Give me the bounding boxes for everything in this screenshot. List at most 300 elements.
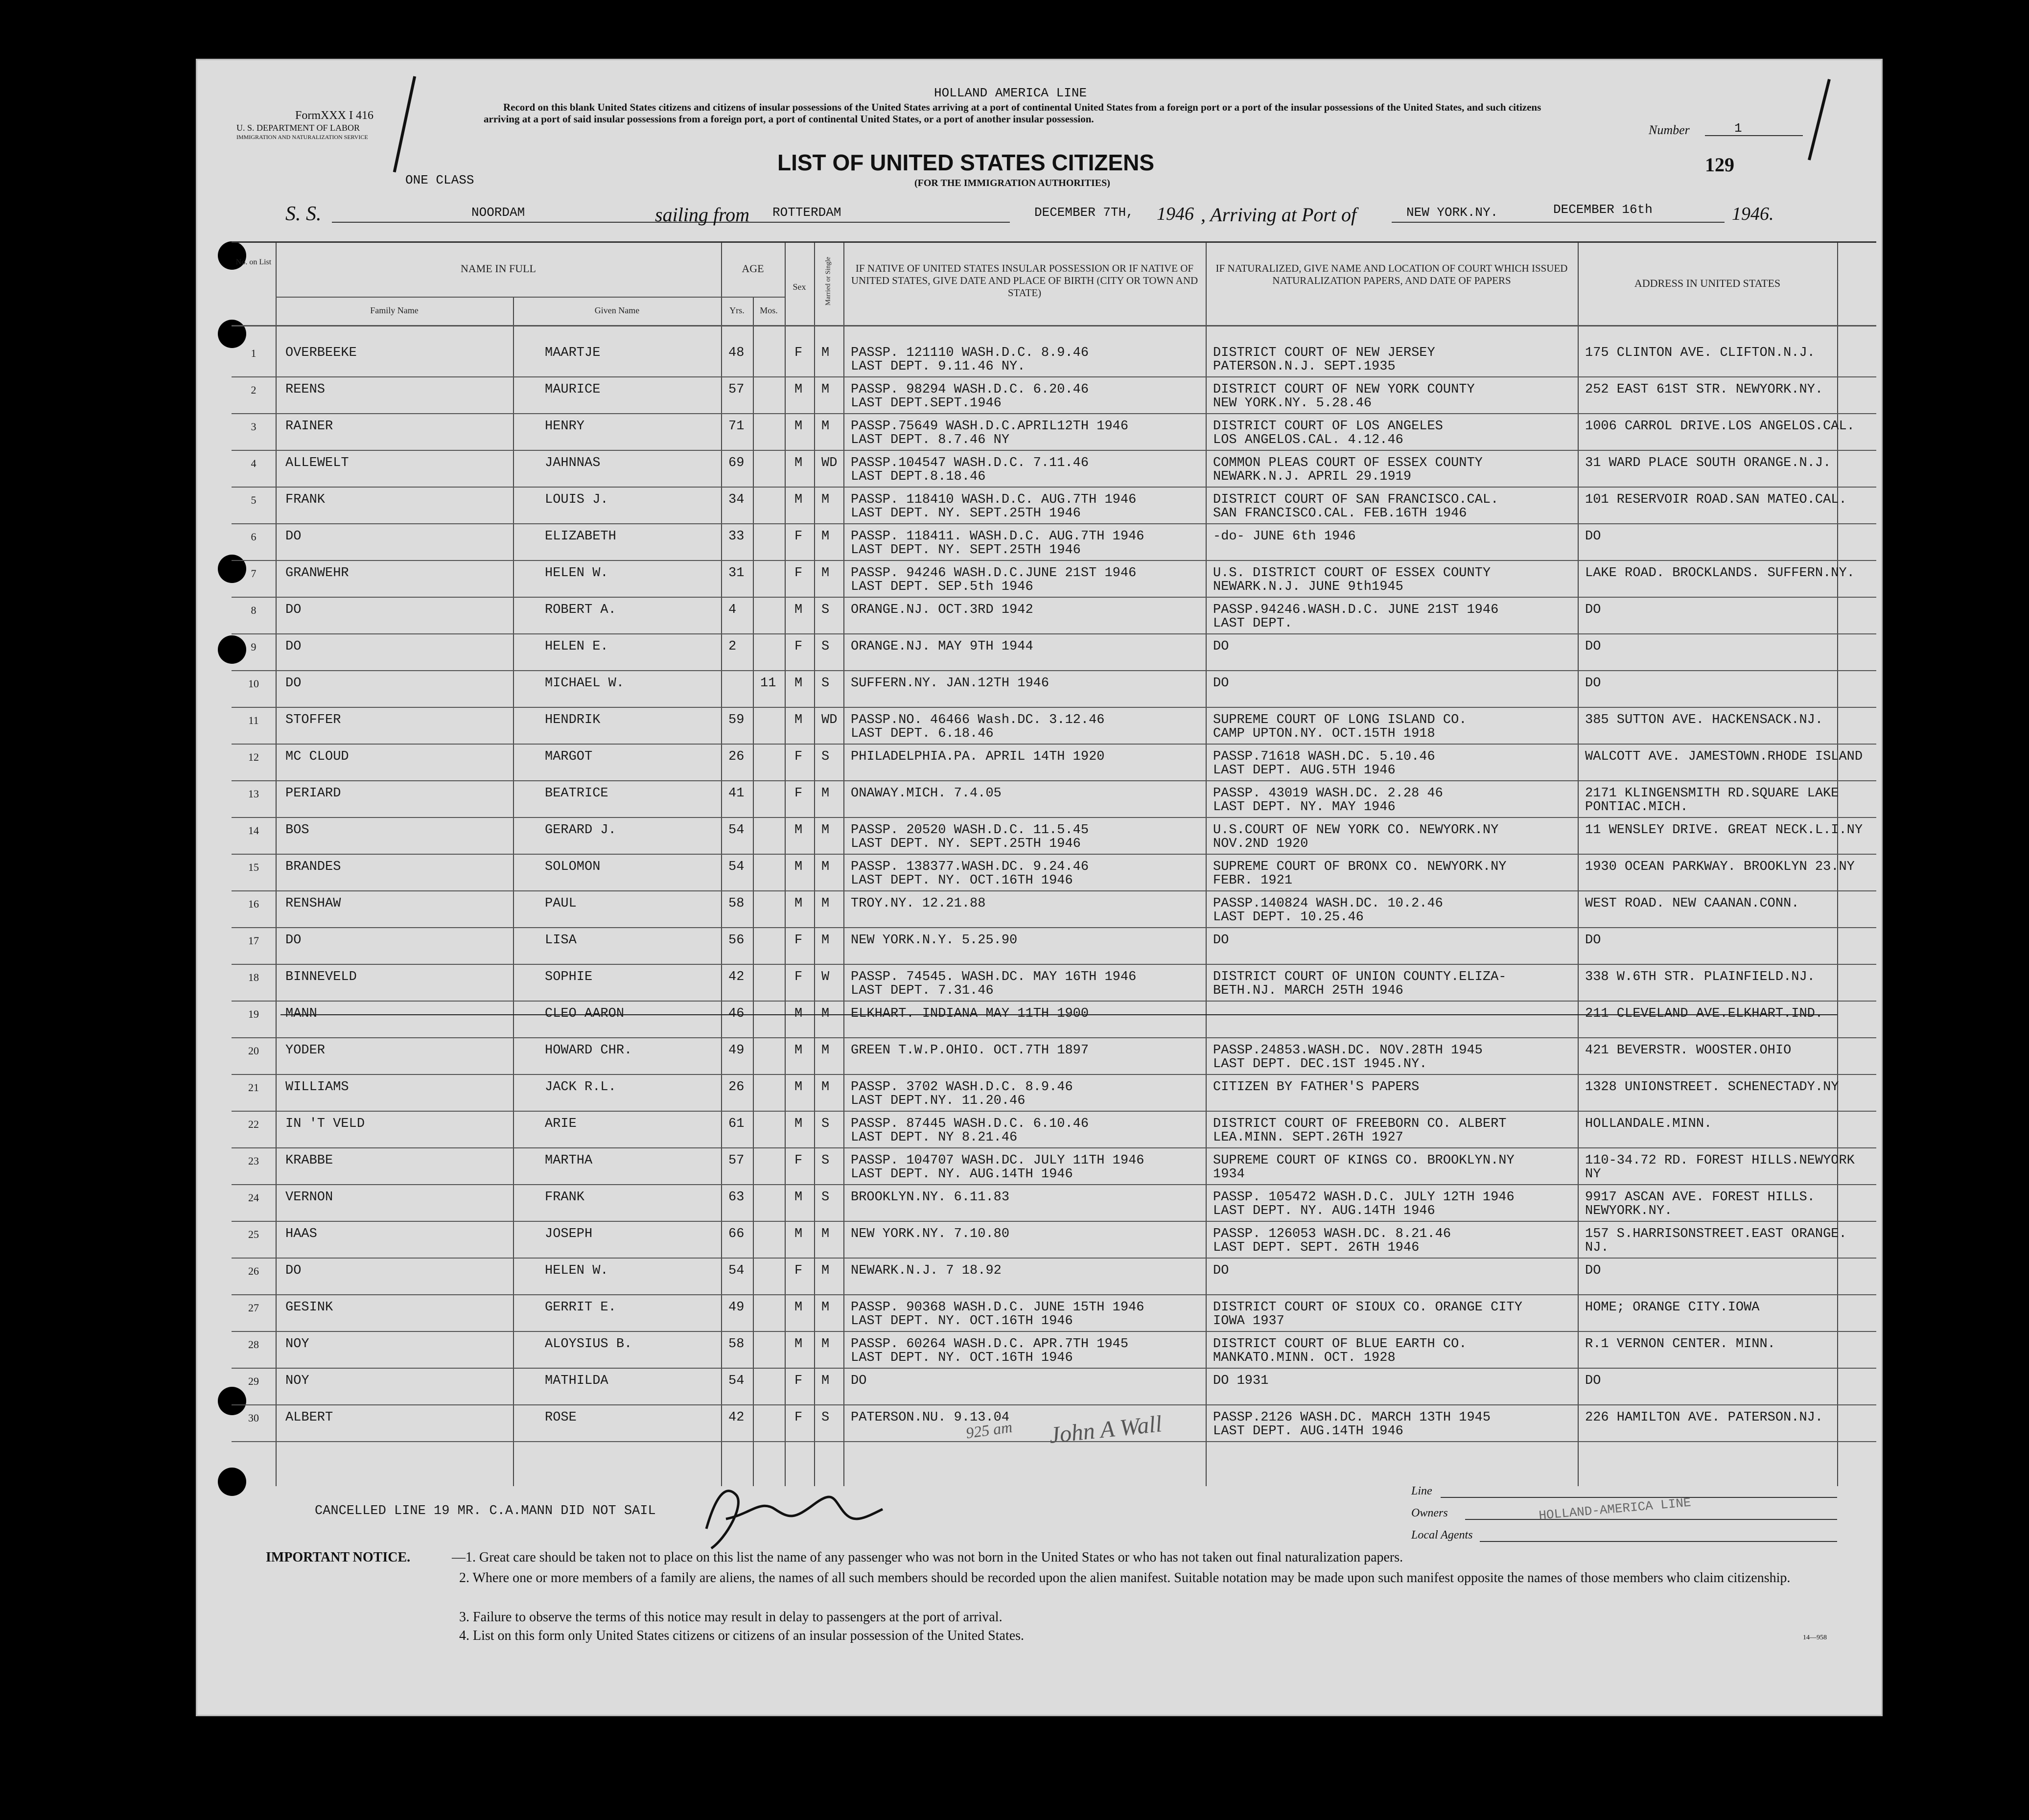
naturalization-detail: NEWARK.N.J. JUNE 9th1945 — [1213, 580, 1403, 594]
age-years: 54 — [728, 1263, 745, 1278]
age-years: 69 — [728, 456, 745, 470]
family-name: DO — [285, 676, 302, 691]
class-label: ONE CLASS — [405, 173, 474, 187]
address-detail: NY — [1585, 1167, 1601, 1182]
row-number: 20 — [248, 1045, 259, 1057]
birth-place: PASSP. 121110 WASH.D.C. 8.9.46 — [851, 346, 1089, 360]
birth-place: PASSP. 74545. WASH.DC. MAY 16TH 1946 — [851, 970, 1137, 984]
naturalization: U.S.COURT OF NEW YORK CO. NEWYORK.NY — [1213, 823, 1499, 838]
row-number: 12 — [248, 751, 259, 763]
line-field — [1441, 1497, 1837, 1498]
given-name: PAUL — [545, 896, 577, 911]
naturalization-detail: LAST DEPT. 10.25.46 — [1213, 910, 1364, 925]
marital-status: W — [821, 970, 830, 984]
naturalization: DO — [1213, 1263, 1229, 1278]
family-name: DO — [285, 1263, 302, 1278]
sex: F — [794, 1374, 803, 1388]
header-naturalized: IF NATURALIZED, GIVE NAME AND LOCATION OF COURT WHICH ISSUED NATURALIZATION PAPERS, AND DATE OF PAPERS — [1215, 262, 1568, 287]
naturalization-detail: FEBR. 1921 — [1213, 873, 1293, 888]
table-row — [232, 1332, 1876, 1369]
address: 1930 OCEAN PARKWAY. BROOKLYN 23.NY — [1585, 860, 1855, 874]
row-number: 16 — [248, 898, 259, 910]
marital-status: S — [821, 603, 830, 617]
family-name: GRANWEHR — [285, 566, 349, 581]
from-port: ROTTERDAM — [772, 205, 841, 220]
sex: M — [794, 382, 803, 397]
address: 110-34.72 RD. FOREST HILLS.NEWYORK — [1585, 1153, 1855, 1168]
family-name: STOFFER — [285, 713, 341, 727]
pen-stroke — [393, 76, 436, 176]
birth-place: PASSP.NO. 46466 Wash.DC. 3.12.46 — [851, 713, 1105, 727]
address: 226 HAMILTON AVE. PATERSON.NJ. — [1585, 1410, 1823, 1425]
naturalization: COMMON PLEAS COURT OF ESSEX COUNTY — [1213, 456, 1483, 470]
sex: F — [794, 1263, 803, 1278]
table-row — [232, 634, 1876, 671]
family-name: BRANDES — [285, 860, 341, 874]
given-name: HENDRIK — [545, 713, 601, 727]
birth-detail: LAST DEPT. NY. OCT.16TH 1946 — [851, 1314, 1073, 1329]
age-months: 11 — [760, 676, 776, 691]
header-yrs: Yrs. — [729, 305, 745, 315]
header-mos: Mos. — [760, 305, 778, 315]
marital-status: M — [821, 419, 830, 434]
header-sex: Sex — [793, 282, 806, 292]
given-name: JOSEPH — [545, 1227, 593, 1241]
age-years: 4 — [728, 603, 737, 617]
marital-status: M — [821, 1374, 830, 1388]
age-years: 49 — [728, 1300, 745, 1315]
marital-status: WD — [821, 713, 838, 727]
family-name: YODER — [285, 1043, 326, 1058]
row-number: 6 — [251, 531, 257, 543]
birth-place: PASSP. 118411. WASH.D.C. AUG.7TH 1946 — [851, 529, 1144, 544]
family-name: IN 'T VELD — [285, 1117, 365, 1131]
given-name: GERARD J. — [545, 823, 616, 838]
naturalization: PASSP. 43019 WASH.DC. 2.28 46 — [1213, 786, 1443, 801]
table-row — [232, 1222, 1876, 1259]
family-name: ALBERT — [285, 1410, 333, 1425]
naturalization-detail: MANKATO.MINN. OCT. 1928 — [1213, 1351, 1396, 1365]
sex: M — [794, 1080, 803, 1095]
age-years: 59 — [728, 713, 745, 727]
given-name: ROBERT A. — [545, 603, 616, 617]
dept-line: U. S. DEPARTMENT OF LABOR — [236, 123, 360, 133]
row-number: 4 — [251, 457, 257, 469]
birth-place: TROY.NY. 12.21.88 — [851, 896, 986, 911]
strike-through — [280, 1014, 1837, 1015]
marital-status: M — [821, 566, 830, 581]
age-years: 56 — [728, 933, 745, 948]
age-years: 31 — [728, 566, 745, 581]
marital-status: M — [821, 1043, 830, 1058]
naturalization-detail: SAN FRANCISCO.CAL. FEB.16TH 1946 — [1213, 506, 1467, 521]
birth-detail: LAST DEPT. NY 8.21.46 — [851, 1130, 1018, 1145]
family-name: KRABBE — [285, 1153, 333, 1168]
family-name: NOY — [285, 1374, 309, 1388]
given-name: HOWARD CHR. — [545, 1043, 632, 1058]
given-name: ALOYSIUS B. — [545, 1337, 632, 1352]
birth-detail: LAST DEPT.8.18.46 — [851, 469, 986, 484]
family-name: WILLIAMS — [285, 1080, 349, 1095]
age-years: 57 — [728, 1153, 745, 1168]
given-name: GERRIT E. — [545, 1300, 616, 1315]
birth-detail: LAST DEPT. NY. OCT.16TH 1946 — [851, 1351, 1073, 1365]
sex: F — [794, 933, 803, 948]
birth-place: ONAWAY.MICH. 7.4.05 — [851, 786, 1002, 801]
address-detail: PONTIAC.MICH. — [1585, 800, 1688, 815]
family-name: GESINK — [285, 1300, 333, 1315]
address: 385 SUTTON AVE. HACKENSACK.NJ. — [1585, 713, 1823, 727]
notice-item-4: 4. List on this form only United States citizens or citizens of an insular possession of the United States. — [459, 1628, 1025, 1643]
birth-detail: LAST DEPT. NY. SEPT.25TH 1946 — [851, 506, 1081, 521]
sex: F — [794, 566, 803, 581]
sex: F — [794, 970, 803, 984]
family-name: MC CLOUD — [285, 749, 349, 764]
given-name: LOUIS J. — [545, 492, 608, 507]
birth-place: PASSP.104547 WASH.D.C. 7.11.46 — [851, 456, 1089, 470]
sex: M — [794, 603, 803, 617]
age-years: 2 — [728, 639, 737, 654]
address: 175 CLINTON AVE. CLIFTON.N.J. — [1585, 346, 1815, 360]
birth-place: ORANGE.NJ. MAY 9TH 1944 — [851, 639, 1033, 654]
age-years: 58 — [728, 896, 745, 911]
naturalization: PASSP. 126053 WASH.DC. 8.21.46 — [1213, 1227, 1451, 1241]
birth-place: PHILADELPHIA.PA. APRIL 14TH 1920 — [851, 749, 1105, 764]
arrival-date: DECEMBER 16th — [1553, 202, 1653, 217]
birth-place: PASSP. 3702 WASH.D.C. 8.9.46 — [851, 1080, 1073, 1095]
notice-title: IMPORTANT NOTICE. — [266, 1550, 411, 1565]
table-row — [232, 928, 1876, 965]
age-years: 46 — [728, 1006, 745, 1021]
age-years: 33 — [728, 529, 745, 544]
notice-item-1: —1. Great care should be taken not to place on this list the name of any passenger who was not born in the United States or who has not taken out final naturalization papers. — [452, 1550, 1403, 1565]
given-name: MICHAEL W. — [545, 676, 625, 691]
naturalization: -do- JUNE 6th 1946 — [1213, 529, 1356, 544]
sex: M — [794, 419, 803, 434]
family-name: REENS — [285, 382, 326, 397]
arriving-label: , Arriving at Port of — [1201, 204, 1357, 226]
family-name: DO — [285, 933, 302, 948]
given-name: MATHILDA — [545, 1374, 608, 1388]
birth-detail: LAST DEPT. 7.31.46 — [851, 983, 994, 998]
naturalization: PASSP.24853.WASH.DC. NOV.28TH 1945 — [1213, 1043, 1483, 1058]
naturalization-detail: NEW YORK.NY. 5.28.46 — [1213, 396, 1372, 411]
row-number: 27 — [248, 1302, 259, 1314]
marital-status: M — [821, 1227, 830, 1241]
ship-name: NOORDAM — [471, 205, 525, 220]
age-years: 57 — [728, 382, 745, 397]
given-name: HENRY — [545, 419, 585, 434]
age-years: 61 — [728, 1117, 745, 1131]
age-years: 42 — [728, 1410, 745, 1425]
ss-line — [332, 222, 836, 223]
age-years: 49 — [728, 1043, 745, 1058]
marital-status: M — [821, 529, 830, 544]
birth-place: NEW YORK.NY. 7.10.80 — [851, 1227, 1010, 1241]
naturalization-detail: LAST DEPT. AUG.5TH 1946 — [1213, 763, 1396, 778]
row-number: 3 — [251, 420, 257, 433]
table-row — [232, 1369, 1876, 1405]
birth-place: PASSP. 98294 WASH.D.C. 6.20.46 — [851, 382, 1089, 397]
birth-detail: LAST DEPT. 8.7.46 NY — [851, 433, 1010, 447]
naturalization: DISTRICT COURT OF LOS ANGELES — [1213, 419, 1443, 434]
table-row — [232, 1185, 1876, 1222]
marital-status: S — [821, 1117, 830, 1131]
given-name: HELEN W. — [545, 1263, 608, 1278]
birth-place: DO — [851, 1374, 867, 1388]
birth-detail: LAST DEPT. SEP.5th 1946 — [851, 580, 1033, 594]
marital-status: M — [821, 860, 830, 874]
address: 1328 UNIONSTREET. SCHENECTADY.NY — [1585, 1080, 1839, 1095]
sex: M — [794, 676, 803, 691]
age-years: 54 — [728, 823, 745, 838]
age-years: 34 — [728, 492, 745, 507]
marital-status: S — [821, 749, 830, 764]
agents-field — [1480, 1541, 1837, 1542]
family-name: HAAS — [285, 1227, 317, 1241]
given-name: BEATRICE — [545, 786, 608, 801]
address: DO — [1585, 1263, 1601, 1278]
sail-date: DECEMBER 7TH, — [1034, 205, 1134, 220]
page-number: 129 — [1705, 154, 1734, 176]
address: DO — [1585, 639, 1601, 654]
address: 157 S.HARRISONSTREET.EAST ORANGE. — [1585, 1227, 1847, 1241]
naturalization-detail: PATERSON.N.J. SEPT.1935 — [1213, 359, 1396, 374]
family-name: VERNON — [285, 1190, 333, 1205]
table-row — [232, 891, 1876, 928]
marital-status: S — [821, 1410, 830, 1425]
table-row — [232, 781, 1876, 818]
row-number: 11 — [248, 714, 259, 726]
given-name: JAHNNAS — [545, 456, 601, 470]
naturalization: DISTRICT COURT OF BLUE EARTH CO. — [1213, 1337, 1467, 1352]
row-number: 7 — [251, 567, 257, 580]
naturalization: DISTRICT COURT OF SIOUX CO. ORANGE CITY — [1213, 1300, 1522, 1315]
from-line — [765, 222, 1010, 223]
address: LAKE ROAD. BROCKLANDS. SUFFERN.NY. — [1585, 566, 1855, 581]
arrival-port: NEW YORK.NY. — [1406, 205, 1498, 220]
row-number: 22 — [248, 1118, 259, 1130]
header-no: No. on List — [235, 258, 272, 266]
given-name: SOPHIE — [545, 970, 593, 984]
sex: F — [794, 639, 803, 654]
naturalization-detail: LAST DEPT. DEC.1ST 1945.NY. — [1213, 1057, 1427, 1072]
age-years: 63 — [728, 1190, 745, 1205]
age-years: 48 — [728, 346, 745, 360]
family-name: RENSHAW — [285, 896, 341, 911]
table-row — [232, 1148, 1876, 1185]
age-years: 58 — [728, 1337, 745, 1352]
naturalization-detail: NOV.2ND 1920 — [1213, 837, 1308, 851]
birth-detail: LAST DEPT.NY. 11.20.46 — [851, 1094, 1026, 1108]
table-row — [232, 1038, 1876, 1075]
birth-place: PASSP.75649 WASH.D.C.APRIL12TH 1946 — [851, 419, 1129, 434]
table-row — [232, 1112, 1876, 1148]
header-given: Given Name — [594, 305, 640, 315]
agents-label: Local Agents — [1411, 1529, 1473, 1541]
naturalization-detail: LOS ANGELOS.CAL. 4.12.46 — [1213, 433, 1403, 447]
naturalization: DISTRICT COURT OF SAN FRANCISCO.CAL. — [1213, 492, 1499, 507]
form-code: 14—958 — [1803, 1634, 1827, 1641]
row-number: 9 — [251, 641, 257, 653]
family-name: DO — [285, 603, 302, 617]
sex: F — [794, 529, 803, 544]
address-detail: NEWYORK.NY. — [1585, 1204, 1673, 1218]
address: HOLLANDALE.MINN. — [1585, 1117, 1712, 1131]
marital-status: M — [821, 786, 830, 801]
signature-time: 925 am — [964, 1418, 1014, 1442]
given-name: MARTHA — [545, 1153, 593, 1168]
family-name: ALLEWELT — [285, 456, 349, 470]
marital-status: S — [821, 639, 830, 654]
form-number: FormXXX I 416 — [295, 109, 373, 122]
row-number: 28 — [248, 1338, 259, 1351]
number-label — [1649, 123, 1690, 138]
given-name: MAARTJE — [545, 346, 601, 360]
family-name: RAINER — [285, 419, 333, 434]
row-number: 5 — [251, 494, 257, 506]
row-number: 21 — [248, 1081, 259, 1094]
naturalization: CITIZEN BY FATHER'S PAPERS — [1213, 1080, 1420, 1095]
marital-status: S — [821, 1190, 830, 1205]
page-title: LIST OF UNITED STATES CITIZENS — [777, 150, 1155, 175]
row-number: 17 — [248, 934, 259, 947]
marital-status: M — [821, 1080, 830, 1095]
intro-text: Record on this blank United States citizens and citizens of insular possessions of the United States arriving at a port of continental United States from a foreign port or a port of the insular possessions of the United States, and such citizens arriving at a port of said insular possessions from a foreign port, a port of continental United States, or a port of another insular possession. — [484, 101, 1541, 125]
owners-label: Owners — [1411, 1507, 1448, 1519]
row-number: 10 — [248, 677, 259, 690]
row-number: 15 — [248, 861, 259, 873]
age-years: 71 — [728, 419, 745, 434]
page-subtitle: (FOR THE IMMIGRATION AUTHORITIES) — [914, 178, 1110, 188]
birth-detail: LAST DEPT. 6.18.46 — [851, 726, 994, 741]
sex: F — [794, 346, 803, 360]
naturalization-detail: BETH.NJ. MARCH 25TH 1946 — [1213, 983, 1403, 998]
address: R.1 VERNON CENTER. MINN. — [1585, 1337, 1775, 1352]
given-name: HELEN W. — [545, 566, 608, 581]
marital-status: M — [821, 933, 830, 948]
table-row — [232, 377, 1876, 414]
sex: M — [794, 1117, 803, 1131]
table-row — [232, 451, 1876, 488]
birth-place: PASSP. 104707 WASH.DC. JULY 11TH 1946 — [851, 1153, 1144, 1168]
marital-status: S — [821, 676, 830, 691]
address: 2171 KLINGENSMITH RD.SQUARE LAKE — [1585, 786, 1839, 801]
line-label: Line — [1411, 1485, 1432, 1497]
birth-place: PASSP. 94246 WASH.D.C.JUNE 21ST 1946 — [851, 566, 1137, 581]
row-number: 26 — [248, 1265, 259, 1277]
company-stamp: HOLLAND-AMERICA LINE — [1538, 1495, 1692, 1523]
address-detail: NJ. — [1585, 1240, 1609, 1255]
naturalization-detail: IOWA 1937 — [1213, 1314, 1284, 1329]
ss-label: S. S. — [285, 203, 322, 225]
address: 101 RESERVOIR ROAD.SAN MATEO.CAL. — [1585, 492, 1847, 507]
age-years: 41 — [728, 786, 745, 801]
marital-status: M — [821, 1337, 830, 1352]
age-years: 26 — [728, 1080, 745, 1095]
naturalization: DISTRICT COURT OF FREEBORN CO. ALBERT — [1213, 1117, 1507, 1131]
birth-place: PASSP. 138377.WASH.DC. 9.24.46 — [851, 860, 1089, 874]
row-number: 2 — [251, 384, 257, 396]
sailing-label: sailing from — [655, 204, 749, 226]
naturalization: DO 1931 — [1213, 1374, 1269, 1388]
given-name: MARGOT — [545, 749, 593, 764]
family-name: DO — [285, 639, 302, 654]
birth-detail: LAST DEPT. NY. AUG.14TH 1946 — [851, 1167, 1073, 1182]
arrival-line — [1392, 222, 1725, 223]
family-name: BINNEVELD — [285, 970, 357, 984]
table-row — [232, 745, 1876, 781]
row-number: 18 — [248, 971, 259, 983]
table-row — [232, 1075, 1876, 1112]
given-name: ROSE — [545, 1410, 577, 1425]
row-number: 13 — [248, 788, 259, 800]
birth-place: PASSP. 60264 WASH.D.C. APR.7TH 1945 — [851, 1337, 1129, 1352]
sail-year: 1946 — [1157, 204, 1194, 224]
birth-place: GREEN T.W.P.OHIO. OCT.7TH 1897 — [851, 1043, 1089, 1058]
given-name: ARIE — [545, 1117, 577, 1131]
family-name: BOS — [285, 823, 309, 838]
sex: F — [794, 749, 803, 764]
sex: M — [794, 1190, 803, 1205]
family-name: FRANK — [285, 492, 326, 507]
birth-place: NEWARK.N.J. 7 18.92 — [851, 1263, 1002, 1278]
cancel-note: CANCELLED LINE 19 MR. C.A.MANN DID NOT SAIL — [315, 1504, 656, 1518]
age-years: 26 — [728, 749, 745, 764]
header-married: Married or Single — [824, 257, 832, 306]
table-row — [232, 414, 1876, 451]
given-name: CLEO AARON — [545, 1006, 625, 1021]
arrival-year: 1946. — [1732, 204, 1774, 224]
address: 421 BEVERSTR. WOOSTER.OHIO — [1585, 1043, 1792, 1058]
manifest-sheet — [196, 59, 1883, 1716]
naturalization: DO — [1213, 933, 1229, 948]
table-row — [232, 818, 1876, 855]
naturalization: PASSP. 105472 WASH.D.C. JULY 12TH 1946 — [1213, 1190, 1515, 1205]
birth-place: PASSP. 118410 WASH.D.C. AUG.7TH 1946 — [851, 492, 1137, 507]
marital-status: M — [821, 346, 830, 360]
marital-status: M — [821, 1300, 830, 1315]
table-row — [232, 561, 1876, 598]
marital-status: M — [821, 823, 830, 838]
age-years: 42 — [728, 970, 745, 984]
marital-status: M — [821, 1263, 830, 1278]
birth-place: PASSP. 87445 WASH.D.C. 6.10.46 — [851, 1117, 1089, 1131]
row-number: 25 — [248, 1228, 259, 1240]
birth-place: NEW YORK.N.Y. 5.25.90 — [851, 933, 1018, 948]
sex: M — [794, 1043, 803, 1058]
address: WALCOTT AVE. JAMESTOWN.RHODE ISLAND — [1585, 749, 1863, 764]
header-address: ADDRESS IN UNITED STATES — [1634, 277, 1781, 289]
naturalization: SUPREME COURT OF BRONX CO. NEWYORK.NY — [1213, 860, 1507, 874]
sex: M — [794, 1006, 803, 1021]
family-name: DO — [285, 529, 302, 544]
sex: M — [794, 1227, 803, 1241]
given-name: JACK R.L. — [545, 1080, 616, 1095]
given-name: HELEN E. — [545, 639, 608, 654]
marital-status: M — [821, 492, 830, 507]
birth-place: SUFFERN.NY. JAN.12TH 1946 — [851, 676, 1049, 691]
naturalization-detail: LAST DEPT. NY. AUG.14TH 1946 — [1213, 1204, 1435, 1218]
row-number: 24 — [248, 1191, 259, 1204]
address: DO — [1585, 1374, 1601, 1388]
naturalization: DO — [1213, 676, 1229, 691]
family-name: MANN — [285, 1006, 317, 1021]
sex: M — [794, 896, 803, 911]
address: 9917 ASCAN AVE. FOREST HILLS. — [1585, 1190, 1815, 1205]
row-number: 23 — [248, 1155, 259, 1167]
naturalization-detail: LAST DEPT. NY. MAY 1946 — [1213, 800, 1396, 815]
